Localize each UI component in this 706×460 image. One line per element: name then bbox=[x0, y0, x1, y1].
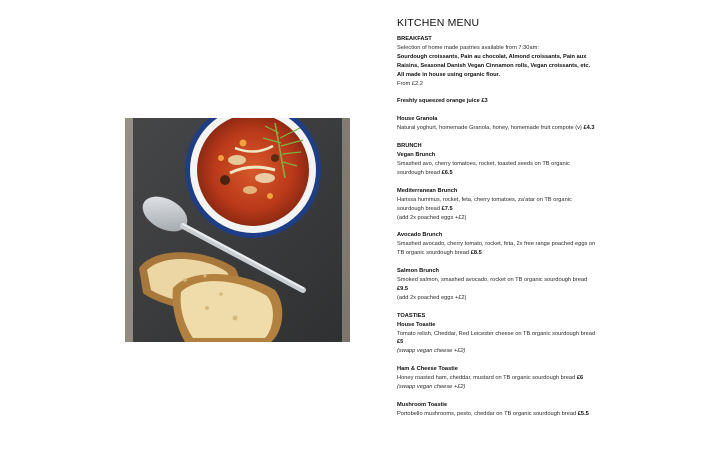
pastries-price: From £2.2 bbox=[397, 80, 423, 87]
item-price: £8.5 bbox=[470, 250, 482, 257]
item-desc: Honey roasted ham, cheddar, mustard on TB organic sourdough bread bbox=[397, 375, 576, 382]
item-name: Vegan Brunch bbox=[397, 152, 436, 159]
breakfast-heading: BREAKFAST bbox=[397, 36, 432, 42]
pastries-intro: Selection of home made pastries available from 7:30am: bbox=[397, 44, 539, 51]
menu-title: KITCHEN MENU bbox=[397, 17, 480, 29]
item-name: Salmon Brunch bbox=[397, 268, 440, 275]
food-photo bbox=[125, 118, 350, 342]
item-price: £5.5 bbox=[577, 410, 589, 417]
item-price: £9.5 bbox=[397, 285, 409, 292]
menu-item bbox=[397, 231, 597, 258]
menu-item bbox=[397, 151, 597, 178]
brunch-heading: BRUNCH bbox=[397, 143, 422, 150]
item-desc: Portobello mushrooms, pesto, cheddar on TB organic sourdough bread bbox=[397, 410, 577, 417]
breakfast-section bbox=[397, 35, 597, 133]
item-name: House Toastie bbox=[397, 321, 436, 328]
granola-item bbox=[397, 115, 597, 133]
item-desc: Tomato relish, Cheddar, Red Leicester cheese on TB organic sourdough bread bbox=[397, 330, 596, 337]
item-extra: (add 2x poached eggs +£2) bbox=[397, 294, 467, 301]
item-extra: (add 2x poached eggs +£2) bbox=[397, 214, 467, 221]
item-desc: Smoked salmon, smashed avocado, rocket on TB organic sourdough bread bbox=[397, 277, 588, 284]
toasties-section bbox=[397, 312, 597, 419]
kitchen-menu bbox=[397, 16, 597, 428]
item-price: £5 bbox=[397, 339, 404, 346]
item-name: Mediterranean Brunch bbox=[397, 187, 458, 194]
granola-desc: Natural yoghurt, homemade Granola, honey, homemade fruit compote (v) bbox=[397, 125, 582, 132]
granola-name: House Granola bbox=[397, 116, 438, 123]
item-desc: Smashed avo, cherry tomatoes, rocket, toasted seeds on TB organic sourdough bread bbox=[397, 160, 570, 176]
menu-item bbox=[397, 267, 597, 303]
toasties-heading: TOASTIES bbox=[397, 312, 426, 319]
menu-item bbox=[397, 365, 597, 392]
menu-item bbox=[397, 401, 597, 419]
pastries-list: Sourdough croissants, Pain au chocolat, Almond croissants, Pain aux Raisins, Seasonal Danish Vegan Cinnamon rolls, Vegan croissants, etc. All made in house using organic flour. bbox=[397, 53, 591, 78]
menu-item bbox=[397, 187, 597, 223]
granola-price: £4.3 bbox=[583, 125, 595, 132]
orange-juice-item bbox=[397, 97, 597, 106]
item-desc: Smashed avocado, cherry tomato, rocket, feta, 2x free range poached eggs on TB organic sourdough bread bbox=[397, 241, 596, 257]
item-extra: (swapp vegan cheese +£2) bbox=[397, 348, 466, 355]
item-price: £6.5 bbox=[441, 169, 453, 176]
item-name: Avocado Brunch bbox=[397, 232, 443, 239]
item-name: Mushroom Toastie bbox=[397, 402, 448, 408]
orange-juice-label: Freshly squeezed orange juice £3 bbox=[397, 98, 488, 105]
soup-bread-image bbox=[125, 118, 350, 342]
item-desc: Harissa hummus, rocket, feta, cherry tomatoes, za'atar on TB organic sourdough bread bbox=[397, 196, 572, 212]
item-price: £6 bbox=[576, 375, 584, 382]
item-name: Ham & Cheese Toastie bbox=[397, 366, 458, 373]
item-price: £7.5 bbox=[441, 205, 453, 212]
brunch-section bbox=[397, 142, 597, 303]
pastries-item bbox=[397, 44, 597, 89]
menu-item bbox=[397, 321, 597, 357]
item-extra: (swapp vegan cheese +£2) bbox=[397, 384, 466, 391]
